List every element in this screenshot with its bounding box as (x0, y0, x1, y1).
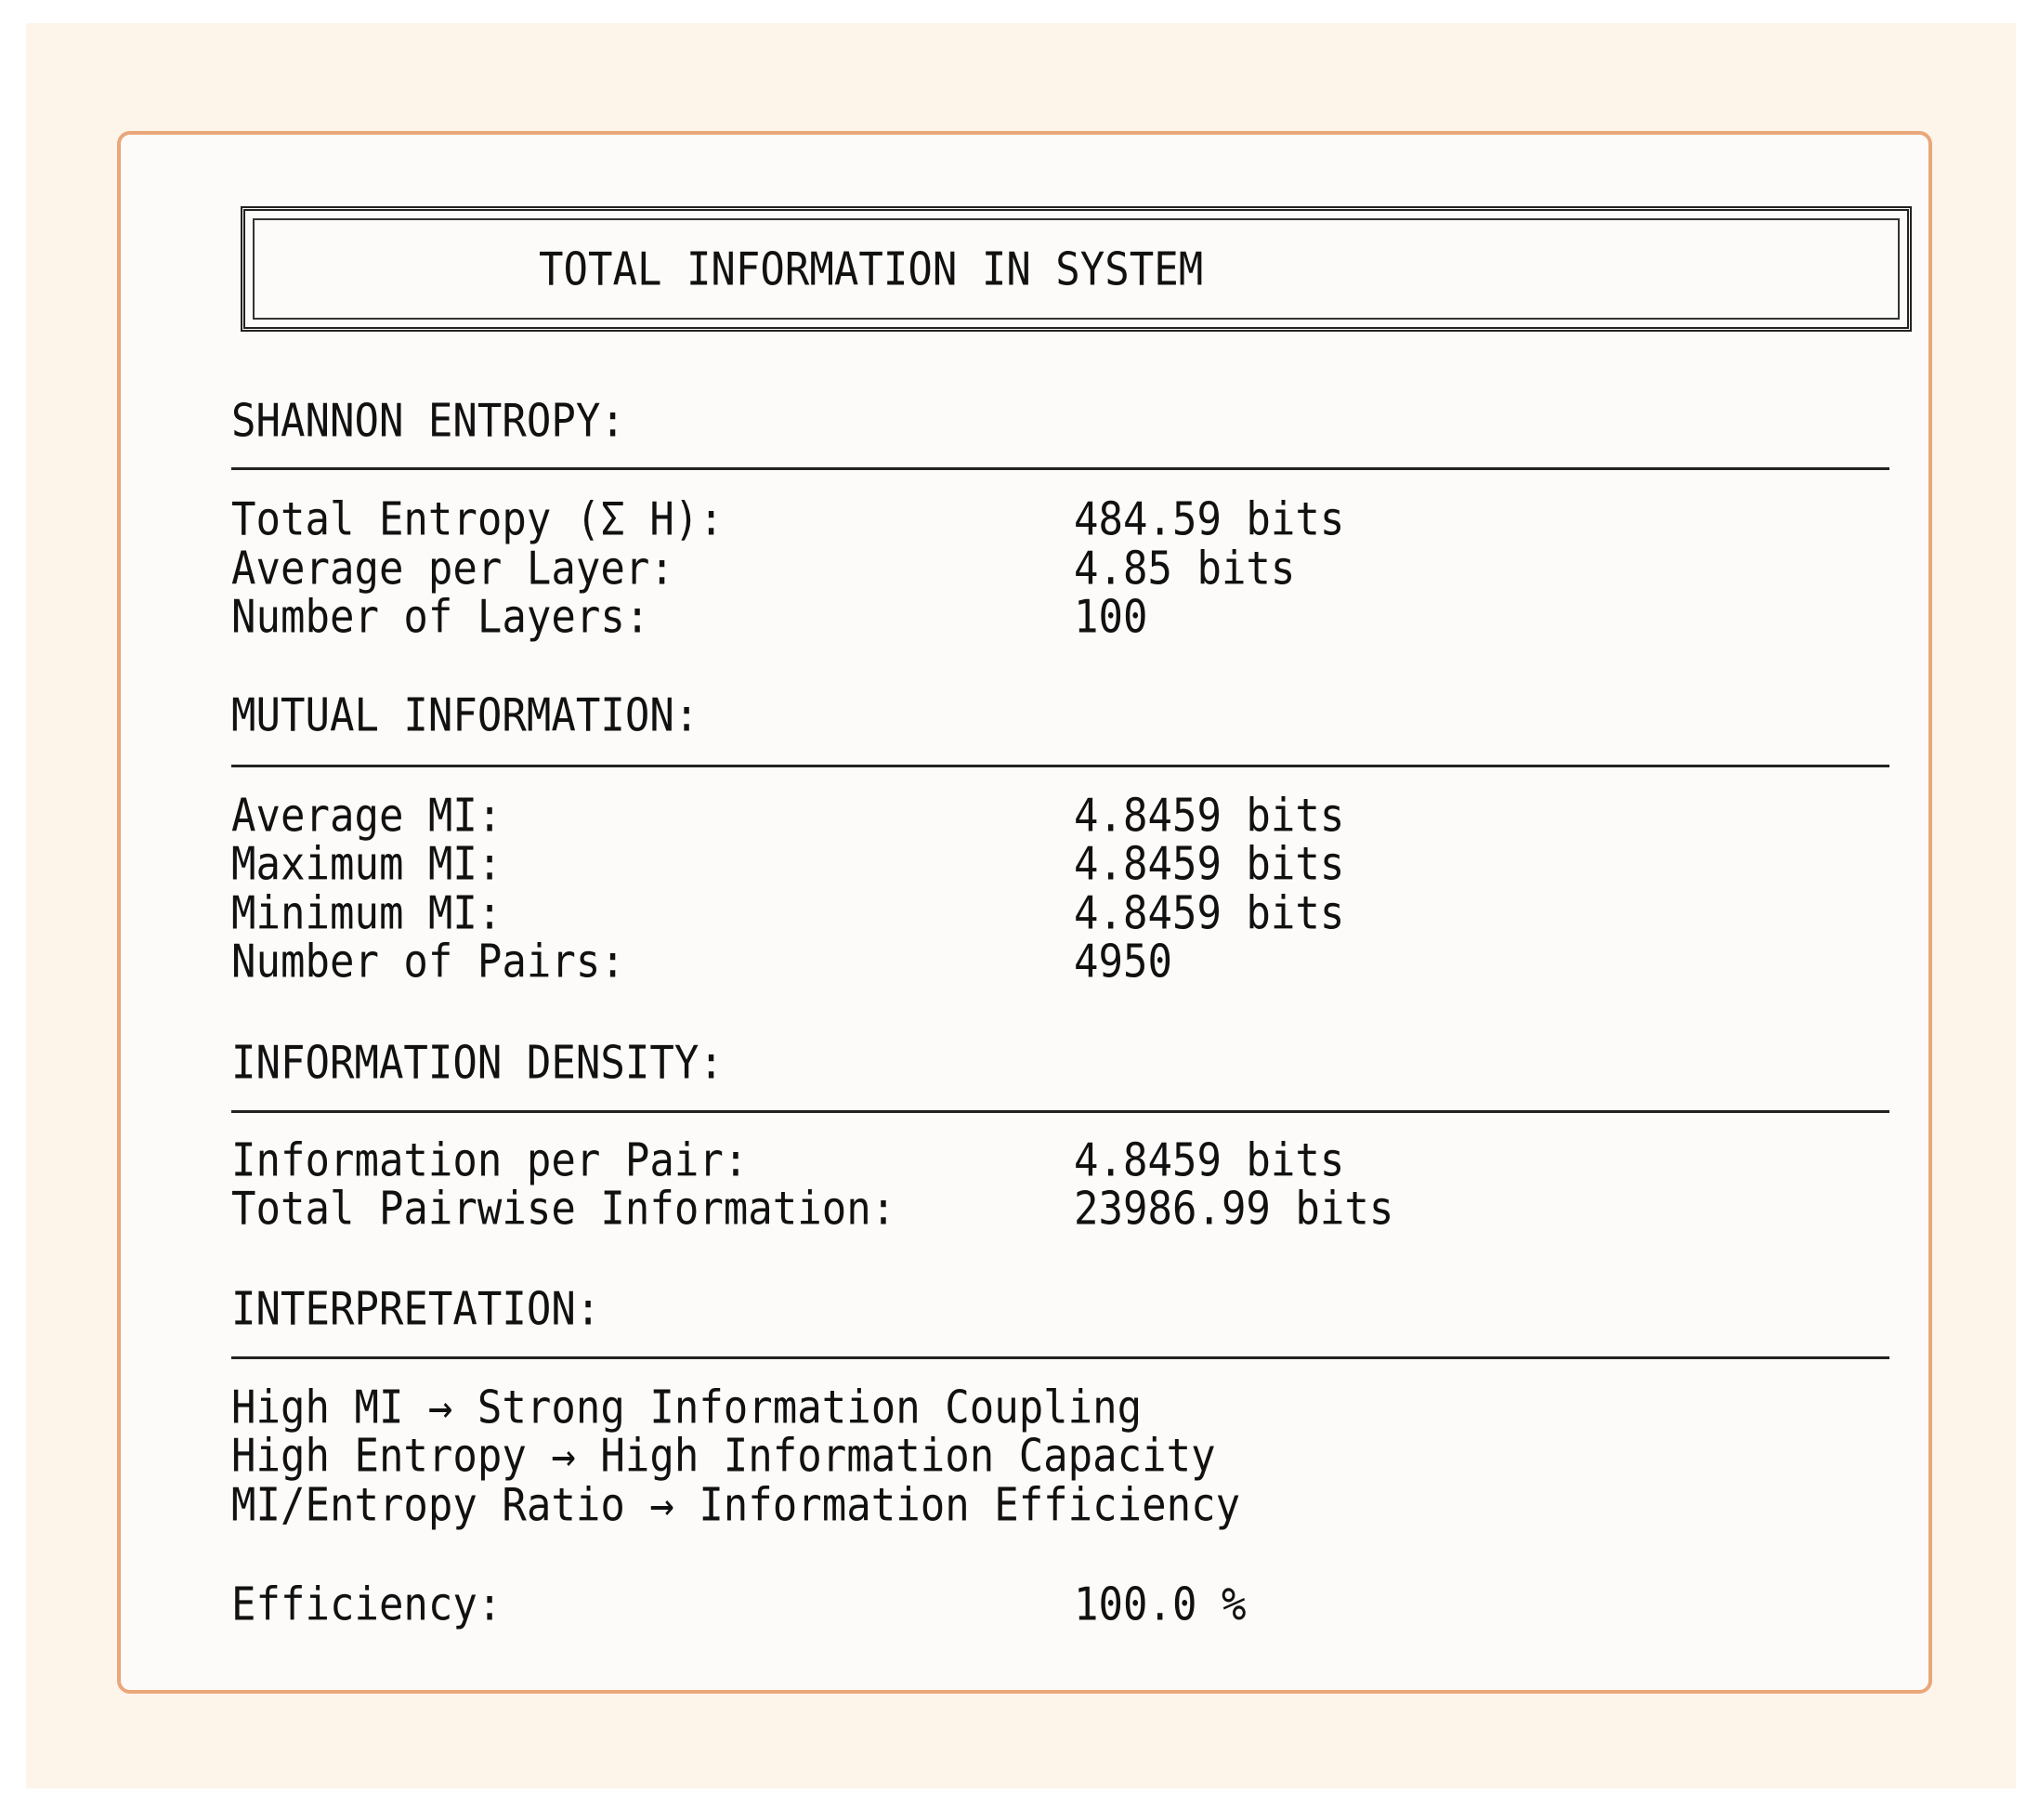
row-label: Average per Layer: (231, 542, 674, 596)
section-heading-mutual: MUTUAL INFORMATION: (231, 688, 699, 742)
interpretation-line: High Entropy → High Information Capacity (231, 1429, 1216, 1483)
row-label: Minimum MI: (231, 886, 503, 940)
panel-title: TOTAL INFORMATION IN SYSTEM (539, 242, 1204, 296)
row-value: 484.59 bits (1074, 492, 1345, 546)
row-value: 4.85 bits (1074, 542, 1296, 596)
row-label: Average MI: (231, 789, 503, 843)
divider (231, 1356, 1889, 1359)
row-label: Total Pairwise Information: (231, 1182, 896, 1236)
row-value: 4.8459 bits (1074, 837, 1345, 891)
row-label: Number of Pairs: (231, 935, 625, 989)
divider (231, 1110, 1889, 1113)
efficiency-value: 100.0 % (1074, 1578, 1247, 1631)
row-value: 100 (1074, 590, 1148, 644)
row-label: Total Entropy (Σ H): (231, 492, 724, 546)
row-value: 4.8459 bits (1074, 1133, 1345, 1187)
divider (231, 467, 1889, 470)
interpretation-line: High MI → Strong Information Coupling (231, 1381, 1143, 1434)
section-heading-density: INFORMATION DENSITY: (231, 1036, 724, 1090)
section-heading-shannon: SHANNON ENTROPY: (231, 394, 625, 448)
row-value: 4950 (1074, 935, 1172, 989)
row-label: Number of Layers: (231, 590, 650, 644)
row-label: Maximum MI: (231, 837, 503, 891)
divider (231, 765, 1889, 767)
efficiency-label: Efficiency: (231, 1578, 503, 1631)
row-value: 4.8459 bits (1074, 886, 1345, 940)
row-label: Information per Pair: (231, 1133, 749, 1187)
row-value: 23986.99 bits (1074, 1182, 1394, 1236)
row-value: 4.8459 bits (1074, 789, 1345, 843)
interpretation-line: MI/Entropy Ratio → Information Efficiency (231, 1478, 1241, 1532)
section-heading-interpretation: INTERPRETATION: (231, 1282, 601, 1336)
